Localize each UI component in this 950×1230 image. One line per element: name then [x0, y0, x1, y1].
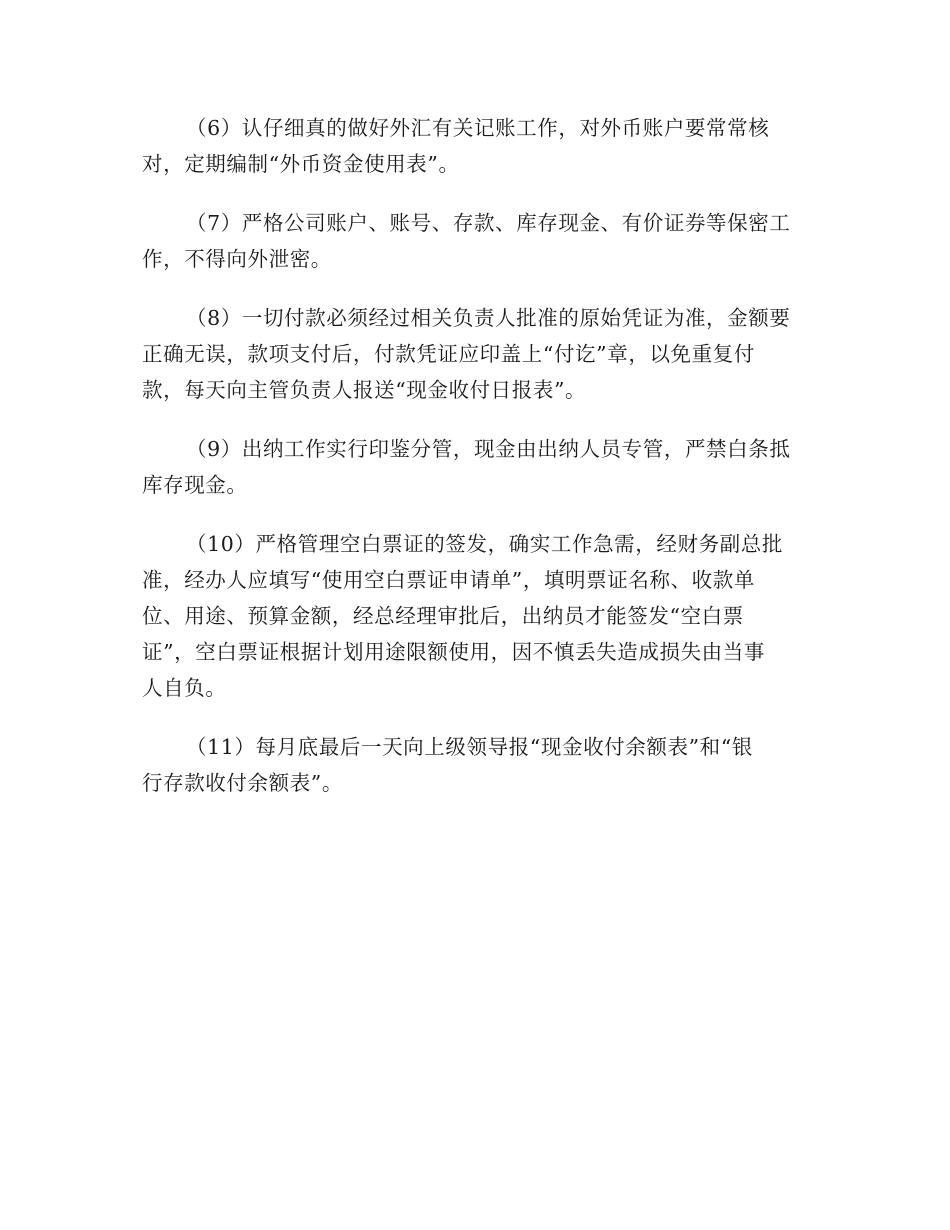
paragraph-line: （8）一切付款必须经过相关负责人批准的原始凭证为准，金额要 [186, 306, 791, 330]
paragraph-line: 库存现金。 [142, 473, 248, 497]
paragraph-line: （11）每月底最后一天向上级领导报“现金收付余额表”和“银 [186, 735, 753, 759]
paragraph-line: 行存款收付余额表”。 [142, 771, 343, 795]
paragraph-6 [142, 110, 808, 182]
paragraph-line: 人自负。 [142, 676, 227, 700]
paragraph-line: 款，每天向主管负责人报送“现金收付日报表”。 [142, 378, 587, 402]
paragraph-line: 准，经办人应填写“使用空白票证申请单”，填明票证名称、收款单 [142, 568, 755, 592]
paragraph-8 [142, 300, 808, 408]
paragraph-line: （6）认仔细真的做好外汇有关记账工作，对外币账户要常常核 [186, 116, 770, 140]
document-body [142, 110, 808, 824]
paragraph-line: （7）严格公司账户、账号、存款、库存现金、有价证券等保密工 [186, 211, 791, 235]
paragraph-9 [142, 431, 808, 503]
paragraph-line: （9）出纳工作实行印鉴分管，现金由出纳人员专管，严禁白条抵 [186, 437, 791, 461]
paragraph-11 [142, 729, 808, 801]
paragraph-10 [142, 526, 808, 706]
paragraph-line: 正确无误，款项支付后，付款凭证应印盖上“付讫”章，以免重复付 [142, 342, 755, 366]
paragraph-7 [142, 205, 808, 277]
paragraph-line: 证”，空白票证根据计划用途限额使用，因不慎丢失造成损失由当事 [142, 640, 765, 664]
paragraph-line: 位、用途、预算金额，经总经理审批后，出纳员才能签发“空白票 [142, 604, 744, 628]
paragraph-line: （10）严格管理空白票证的签发，确实工作急需，经财务副总批 [186, 532, 783, 556]
paragraph-line: 对，定期编制“外币资金使用表”。 [142, 152, 460, 176]
paragraph-line: 作，不得向外泄密。 [142, 247, 332, 271]
